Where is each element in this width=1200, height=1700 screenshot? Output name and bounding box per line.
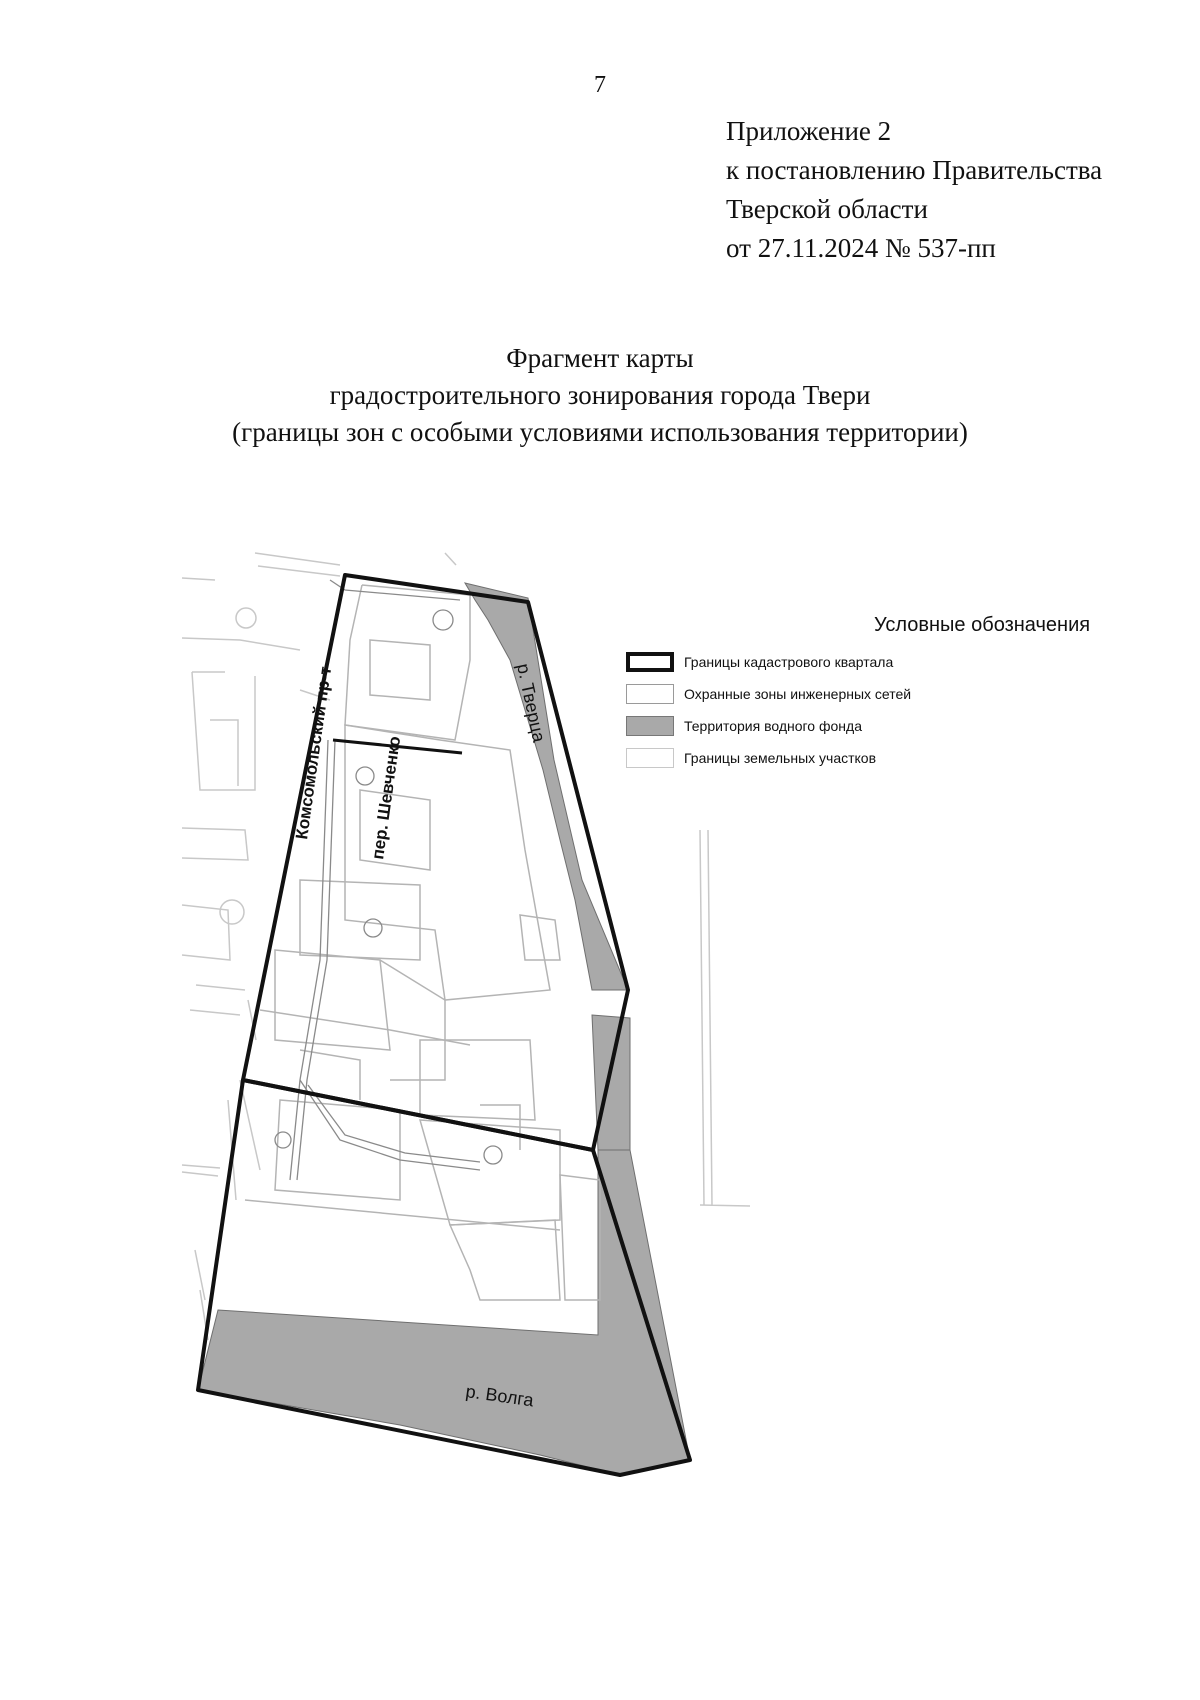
page-number: 7 [594,72,606,98]
cadastral-boundary-swatch [626,652,674,672]
legend-label-plots: Границы земельных участков [684,750,877,766]
land-plot-swatch [626,748,674,768]
label-volga: р. Волга [464,1381,535,1411]
security-zone-swatch [626,684,674,704]
label-shevchenko: пер. Шевченко [368,734,405,861]
title-line-2: градостроительного зонирования города Твери [329,380,871,410]
appendix-line-3: Тверской области [726,194,928,224]
legend-item-plots [626,745,876,771]
label-komsomolsky: Комсомольский пр-т [292,665,336,841]
legend-item-security [626,681,911,707]
legend-item-water [626,713,862,739]
title-line-3: (границы зон с особыми условиями использования территории) [232,417,968,447]
legend-item-cadastral [626,649,893,675]
label-tvertsa: р. Тверца [513,661,550,745]
legend-label-security: Охранные зоны инженерных сетей [684,686,912,702]
tvertsa-river-area [465,583,628,990]
volga-river-area [198,1150,690,1475]
appendix-line-4: от 27.11.2024 № 537-пп [726,233,996,263]
title-line-1: Фрагмент карты [506,343,694,373]
water-fund-swatch [626,716,674,736]
water-fund-areas [198,583,690,1475]
legend-label-cadastral: Границы кадастрового квартала [684,654,894,670]
land-plot-boundaries [245,585,600,1300]
appendix-line-1: Приложение 2 [726,116,892,146]
legend-title: Условные обозначения [874,614,1091,636]
legend-label-water: Территория водного фонда [684,718,862,734]
appendix-line-2: к постановлению Правительства [726,155,1103,185]
